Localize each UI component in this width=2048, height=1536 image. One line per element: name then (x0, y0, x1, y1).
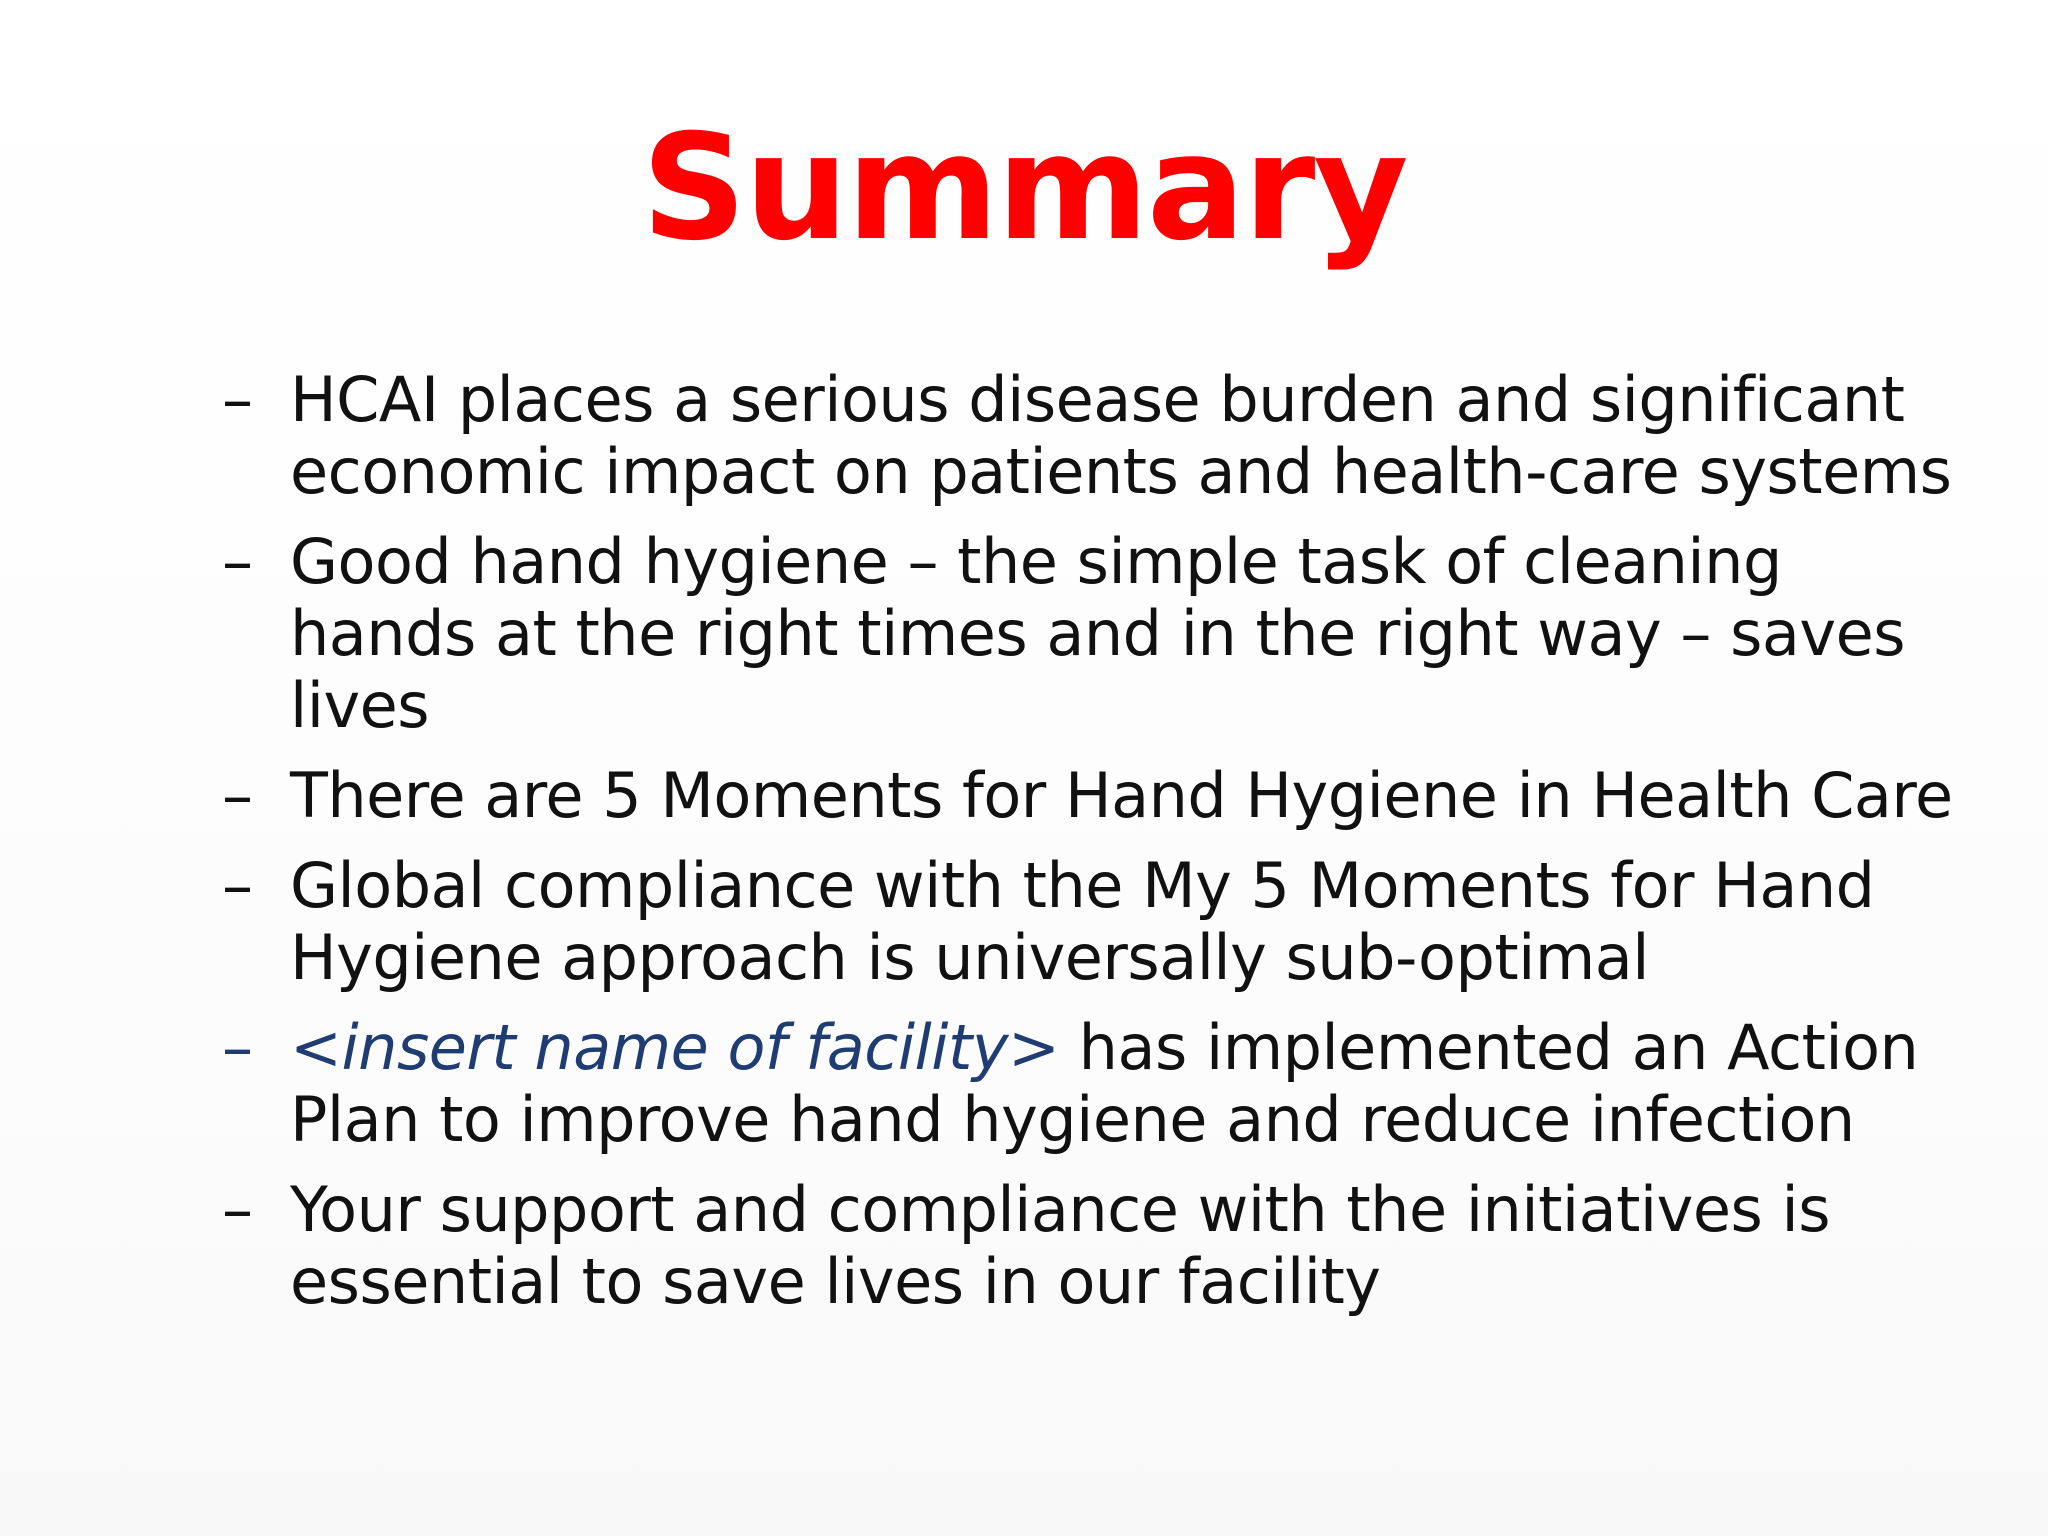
bullet-item (222, 760, 1962, 832)
bullet-marker: – (222, 363, 253, 436)
bullet-text: Good hand hygiene – the simple task of cleaning hands at the right times and in the right way – saves lives (290, 525, 1906, 742)
bullet-text: HCAI places a serious disease burden and significant economic impact on patients and health-care systems (290, 363, 1952, 508)
bullet-marker: – (222, 525, 253, 598)
bullet-marker: – (222, 759, 253, 832)
bullet-text: Your support and compliance with the initiatives is essential to save lives in our facility (290, 1173, 1830, 1318)
bullet-list (222, 364, 1962, 1336)
bullet-marker: – (222, 1173, 253, 1246)
bullet-text: Global compliance with the My 5 Moments for Hand Hygiene approach is universally sub-optimal (290, 849, 1875, 994)
bullet-item (222, 526, 1962, 742)
slide-title: Summary (641, 103, 1407, 273)
bullet-marker: – (222, 849, 253, 922)
bullet-text-with-placeholder (290, 1012, 1962, 1156)
bullet-item (222, 364, 1962, 508)
bullet-item (222, 1174, 1962, 1318)
bullet-item (222, 850, 1962, 994)
bullet-text: There are 5 Moments for Hand Hygiene in Health Care (290, 759, 1953, 832)
bullet-item (222, 1012, 1962, 1156)
facility-placeholder: <insert name of facility> (290, 1011, 1060, 1084)
bullet-text-rest: has implemented an Action Plan to improve hand hygiene and reduce infection (290, 1011, 1919, 1156)
bullet-marker: – (222, 1011, 253, 1084)
